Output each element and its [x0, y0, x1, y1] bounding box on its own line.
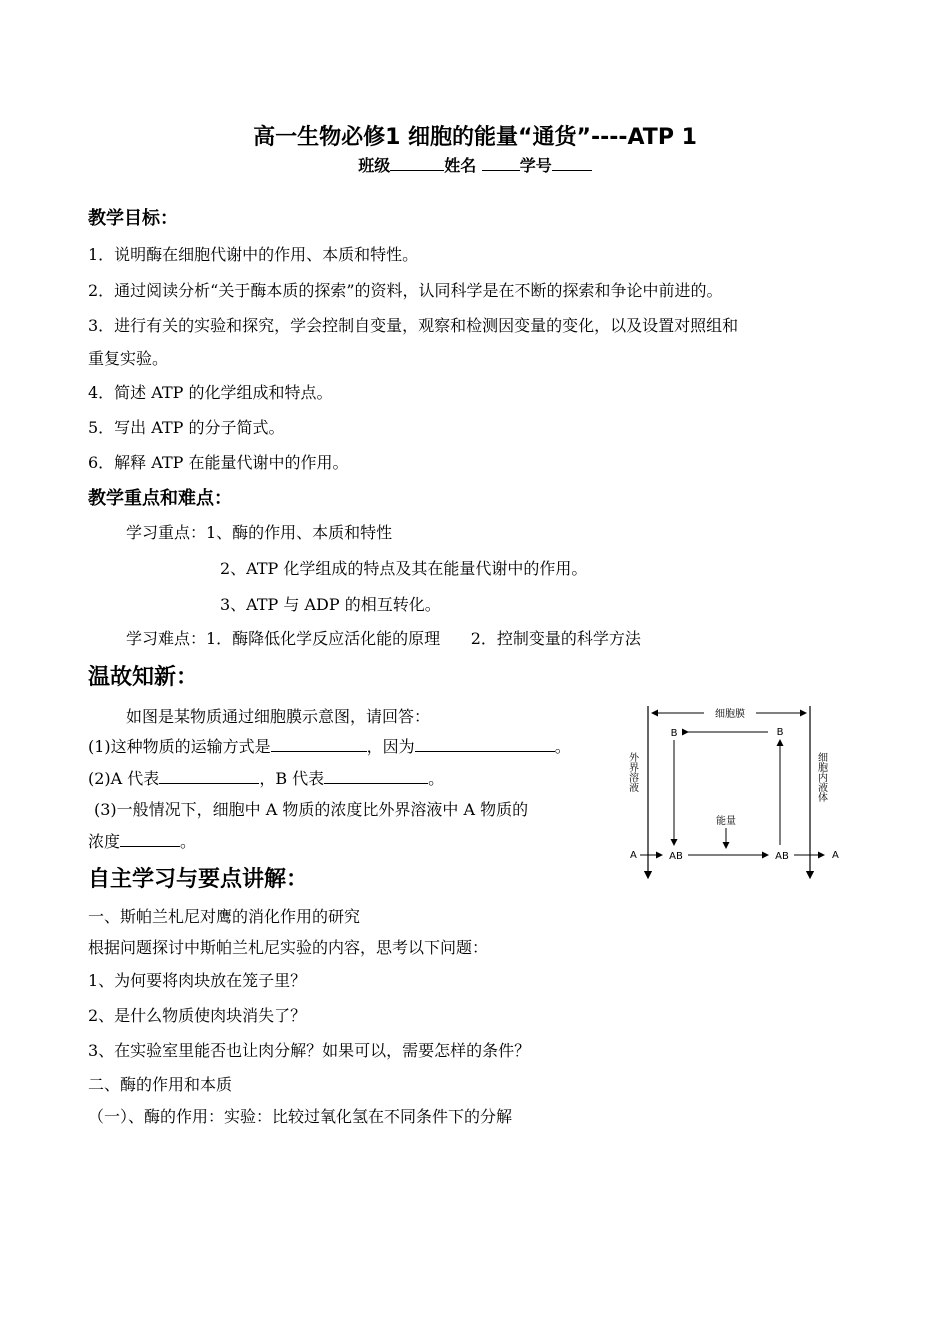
objectives-heading: 教学目标： — [88, 208, 178, 229]
carrier-b-left: B — [670, 728, 678, 739]
inside-label: 细胞内液体 — [815, 752, 827, 802]
review-heading: 温故知新： — [88, 665, 199, 690]
self-study-line: 二、酶的作用和本质 — [88, 1075, 233, 1094]
difficulty-line: 学习难点：1．酶降低化学反应活化能的原理 2．控制变量的科学方法 — [126, 629, 641, 648]
objective-item: 3．进行有关的实验和探究，学会控制自变量，观察和检测因变量的变化，以及设置对照组和 — [88, 316, 739, 335]
objective-item: 4．简述 ATP 的化学组成和特点。 — [88, 383, 333, 402]
focus-line-1: 学习重点：1、酶的作用、本质和特性 — [126, 523, 393, 542]
outside-label: 外界溶液 — [626, 752, 638, 792]
name-blank[interactable] — [482, 156, 520, 171]
self-study-line: 一、斯帕兰札尼对鹰的消化作用的研究 — [88, 907, 361, 926]
membrane-label: 细胞膜 — [715, 709, 745, 720]
answer-blank[interactable] — [324, 769, 428, 784]
complex-ab-right: AB — [775, 851, 789, 862]
page-title: 高一生物必修1 细胞的能量“通货”----ATP 1 — [253, 125, 697, 150]
objective-item-continued: 重复实验。 — [88, 349, 169, 368]
objective-item: 5．写出 ATP 的分子简式。 — [88, 418, 285, 437]
answer-blank[interactable] — [415, 737, 555, 752]
self-study-heading: 自主学习与要点讲解： — [88, 867, 309, 892]
key-points-heading: 教学重点和难点： — [88, 488, 232, 509]
carrier-b-right: B — [776, 727, 784, 738]
student-info-line — [0, 153, 950, 176]
review-intro: 如图是某物质通过细胞膜示意图，请回答： — [126, 707, 431, 726]
review-question-1: (1)这种物质的运输方式是 ，因为 。 — [88, 737, 571, 756]
objective-item: 2．通过阅读分析“关于酶本质的探索”的资料，认同科学是在不断的探索和争论中前进的。 — [88, 281, 723, 300]
self-study-line: 1、为何要将肉块放在笼子里？ — [88, 971, 307, 990]
substance-a-inside: A — [832, 850, 839, 861]
class-blank[interactable] — [390, 156, 444, 171]
focus-line-2: 2、ATP 化学组成的特点及其在能量代谢中的作用。 — [220, 559, 588, 578]
self-study-line: （一）、酶的作用：实验：比较过氧化氢在不同条件下的分解 — [88, 1107, 513, 1126]
objective-item: 6．解释 ATP 在能量代谢中的作用。 — [88, 453, 349, 472]
focus-line-3: 3、ATP 与 ADP 的相互转化。 — [220, 595, 441, 614]
substance-a-outside: A — [630, 850, 637, 861]
complex-ab-left: AB — [669, 851, 683, 862]
self-study-line: 根据问题探讨中斯帕兰札尼实验的内容，思考以下问题： — [88, 938, 489, 957]
name-label: 姓名 — [444, 156, 477, 175]
review-question-3-continued: 浓度 。 — [88, 832, 197, 851]
review-question-3: (3)一般情况下，细胞中 A 物质的浓度比外界溶液中 A 物质的 — [94, 800, 529, 819]
self-study-line: 3、在实验室里能否也让肉分解？如果可以，需要怎样的条件？ — [88, 1041, 531, 1060]
energy-label: 能量 — [716, 816, 736, 827]
objective-item: 1．说明酶在细胞代谢中的作用、本质和特性。 — [88, 245, 419, 264]
class-label: 班级 — [358, 156, 391, 175]
membrane-transport-diagram — [624, 700, 846, 885]
review-question-2: (2)A 代表 ，B 代表 。 — [88, 769, 445, 788]
answer-blank[interactable] — [271, 737, 367, 752]
id-blank[interactable] — [552, 156, 592, 171]
answer-blank[interactable] — [120, 832, 180, 847]
id-label: 学号 — [519, 156, 552, 175]
self-study-line: 2、是什么物质使肉块消失了？ — [88, 1006, 307, 1025]
answer-blank[interactable] — [159, 769, 259, 784]
